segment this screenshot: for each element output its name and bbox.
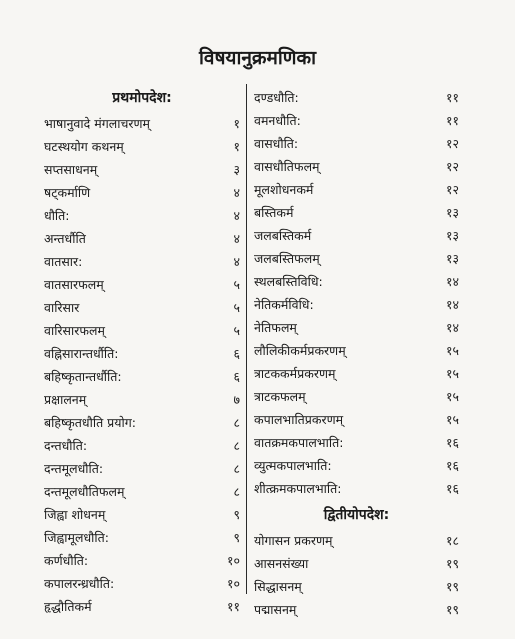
toc-entry-topic: वासधौतिफलम् xyxy=(254,159,320,174)
toc-entry xyxy=(254,316,459,339)
toc-entry-page-number: १२ xyxy=(445,136,459,151)
toc-entry-topic: अन्तर्धौति xyxy=(44,231,86,246)
toc-entry-topic: वातक्रमकपालभाति: xyxy=(254,435,344,450)
right-entry-list-first xyxy=(254,86,459,500)
toc-entry xyxy=(254,362,459,385)
toc-entry-topic: वारिसार xyxy=(44,300,80,315)
toc-entry-topic: जिह्वा शोधनम् xyxy=(44,507,106,522)
toc-entry-page-number: ६ xyxy=(233,369,240,384)
toc-entry xyxy=(44,181,240,204)
toc-entry-page-number: १४ xyxy=(445,297,459,312)
toc-entry xyxy=(254,247,459,270)
toc-entry-topic: सप्तसाधनम् xyxy=(44,162,98,177)
toc-entry-topic: कपालभातिप्रकरणम् xyxy=(254,412,344,427)
toc-entry xyxy=(254,431,459,454)
toc-entry xyxy=(44,319,240,342)
toc-entry-page-number: ८ xyxy=(233,461,240,476)
toc-entry-page-number: १६ xyxy=(445,458,459,473)
toc-entry-page-number: ५ xyxy=(233,323,240,338)
toc-entry-topic: घटस्थयोग कथनम् xyxy=(44,139,124,154)
toc-entry xyxy=(44,112,240,135)
toc-entry xyxy=(254,529,459,552)
toc-entry-page-number: १३ xyxy=(445,228,459,243)
left-column xyxy=(44,86,240,618)
toc-entry xyxy=(44,503,240,526)
toc-entry-page-number: ८ xyxy=(233,415,240,430)
toc-entry-topic: त्राटककर्मप्रकरणम् xyxy=(254,366,336,381)
toc-entry-topic: सिद्धासनम् xyxy=(254,579,302,594)
toc-entry-topic: वारिसारफलम् xyxy=(44,323,105,338)
toc-entry-topic: प्रक्षालनम् xyxy=(44,392,87,407)
left-entry-list xyxy=(44,112,240,618)
toc-entry xyxy=(254,598,459,621)
toc-entry-topic: जलबस्तिफलम् xyxy=(254,251,320,266)
toc-entry-topic: त्राटकफलम् xyxy=(254,389,306,404)
toc-entry-topic: बहिष्कृतधौति प्रयोग: xyxy=(44,415,137,430)
toc-entry-topic: हृद्धौतिकर्म xyxy=(44,599,92,614)
toc-entry-topic: वमनधौति: xyxy=(254,113,301,128)
toc-entry xyxy=(254,201,459,224)
toc-entry-topic: वातसार: xyxy=(44,254,83,269)
toc-entry-topic: आसनसंख्या xyxy=(254,556,309,571)
toc-entry-page-number: १२ xyxy=(445,182,459,197)
toc-entry xyxy=(44,411,240,434)
toc-entry-page-number: १५ xyxy=(445,343,459,358)
toc-entry-topic: जिह्वामूलधौति: xyxy=(44,530,109,545)
toc-entry xyxy=(44,250,240,273)
toc-entry-topic: षट्कर्माणि xyxy=(44,185,91,200)
toc-entry-page-number: ६ xyxy=(233,346,240,361)
toc-entry xyxy=(254,155,459,178)
toc-entry xyxy=(254,575,459,598)
toc-entry-page-number: ११ xyxy=(445,90,459,105)
toc-entry-topic: मूलशोधनकर्म xyxy=(254,182,314,197)
toc-entry-page-number: ५ xyxy=(233,300,240,315)
toc-entry-page-number: १ xyxy=(233,139,240,154)
toc-entry-topic: पद्मासनम् xyxy=(254,602,297,617)
toc-entry xyxy=(44,480,240,503)
toc-entry xyxy=(254,385,459,408)
toc-entry xyxy=(44,273,240,296)
toc-entry xyxy=(254,86,459,109)
toc-entry-topic: वह्निसारान्तर्धौति: xyxy=(44,346,119,361)
right-entry-list-second xyxy=(254,529,459,621)
toc-entry-topic: कपालरन्ध्रधौति: xyxy=(44,576,115,591)
toc-entry xyxy=(254,270,459,293)
section-heading-second: द्वितीयोपदेश: xyxy=(323,507,390,523)
toc-entry xyxy=(254,224,459,247)
toc-entry xyxy=(254,109,459,132)
page-title: विषयानुक्रमणिका xyxy=(198,47,317,69)
toc-entry-page-number: ४ xyxy=(233,231,240,246)
toc-entry-page-number: १९ xyxy=(445,579,459,594)
toc-entry-topic: धौति: xyxy=(44,208,70,223)
toc-entry-page-number: १२ xyxy=(445,159,459,174)
toc-entry-topic: बहिष्कृतान्तर्धौति: xyxy=(44,369,122,384)
toc-entry xyxy=(44,526,240,549)
toc-entry xyxy=(44,158,240,181)
toc-entry xyxy=(254,552,459,575)
toc-entry xyxy=(44,595,240,618)
toc-entry xyxy=(44,296,240,319)
toc-entry-page-number: १० xyxy=(226,576,240,591)
toc-entry xyxy=(254,408,459,431)
toc-entry-topic: स्थलबस्तिविधि: xyxy=(254,274,323,289)
toc-entry-topic: नेतिकर्मविधि: xyxy=(254,297,314,312)
toc-entry-topic: योगासन प्रकरणम् xyxy=(254,533,333,548)
toc-entry xyxy=(254,132,459,155)
toc-entry-topic: बस्तिकर्म xyxy=(254,205,294,220)
toc-entry-topic: भाषानुवादे मंगलाचरणम् xyxy=(44,116,151,131)
toc-entry-page-number: १९ xyxy=(445,556,459,571)
toc-entry-page-number: ८ xyxy=(233,438,240,453)
toc-entry-page-number: १५ xyxy=(445,366,459,381)
toc-entry-page-number: ११ xyxy=(226,599,240,614)
toc-entry-page-number: १३ xyxy=(445,251,459,266)
toc-entry-page-number: १४ xyxy=(445,320,459,335)
toc-entry-page-number: ४ xyxy=(233,254,240,269)
toc-entry-page-number: ४ xyxy=(233,208,240,223)
toc-entry xyxy=(44,572,240,595)
toc-entry xyxy=(44,342,240,365)
toc-entry xyxy=(44,388,240,411)
toc-entry xyxy=(254,178,459,201)
toc-entry-page-number: १५ xyxy=(445,389,459,404)
toc-entry-topic: दन्तमूलधौतिफलम् xyxy=(44,484,125,499)
toc-entry xyxy=(254,477,459,500)
toc-entry-topic: दण्डधौति: xyxy=(254,90,299,105)
toc-entry-topic: वासधौति: xyxy=(254,136,299,151)
toc-entry-topic: दन्तधौति: xyxy=(44,438,88,453)
toc-entry-page-number: ५ xyxy=(233,277,240,292)
toc-entry-page-number: १६ xyxy=(445,435,459,450)
toc-entry-page-number: ७ xyxy=(233,392,240,407)
column-divider xyxy=(246,84,247,594)
toc-entry-page-number: ३ xyxy=(233,162,240,177)
section-heading-first: प्रथमोपदेश: xyxy=(112,90,172,106)
toc-entry xyxy=(44,204,240,227)
toc-entry-topic: जलबस्तिकर्म xyxy=(254,228,312,243)
toc-entry-page-number: १८ xyxy=(445,533,459,548)
toc-entry-topic: दन्तमूलधौति: xyxy=(44,461,104,476)
toc-entry-page-number: ९ xyxy=(233,530,240,545)
toc-entry-topic: लौलिकीकर्मप्रकरणम् xyxy=(254,343,346,358)
toc-entry-page-number: १३ xyxy=(445,205,459,220)
toc-entry-topic: कर्णधौति: xyxy=(44,553,89,568)
toc-entry xyxy=(254,293,459,316)
toc-entry-topic: शीत्क्रमकपालभाति: xyxy=(254,481,342,496)
toc-entry-page-number: १ xyxy=(233,116,240,131)
toc-entry xyxy=(254,339,459,362)
toc-entry-page-number: ८ xyxy=(233,484,240,499)
toc-entry xyxy=(44,434,240,457)
toc-entry-page-number: ४ xyxy=(233,185,240,200)
toc-entry-page-number: ९ xyxy=(233,507,240,522)
toc-entry-topic: वातसारफलम् xyxy=(44,277,104,292)
toc-entry-topic: व्युत्मकपालभाति: xyxy=(254,458,332,473)
right-column xyxy=(254,86,459,621)
toc-entry-topic: नेतिफलम् xyxy=(254,320,297,335)
toc-entry xyxy=(254,454,459,477)
toc-entry-page-number: ११ xyxy=(445,113,459,128)
toc-entry-page-number: १५ xyxy=(445,412,459,427)
toc-entry xyxy=(44,135,240,158)
toc-entry xyxy=(44,457,240,480)
toc-entry-page-number: १६ xyxy=(445,481,459,496)
toc-entry-page-number: १९ xyxy=(445,602,459,617)
toc-entry xyxy=(44,365,240,388)
toc-entry-page-number: १४ xyxy=(445,274,459,289)
toc-entry xyxy=(44,549,240,572)
toc-entry xyxy=(44,227,240,250)
toc-entry-page-number: १० xyxy=(226,553,240,568)
